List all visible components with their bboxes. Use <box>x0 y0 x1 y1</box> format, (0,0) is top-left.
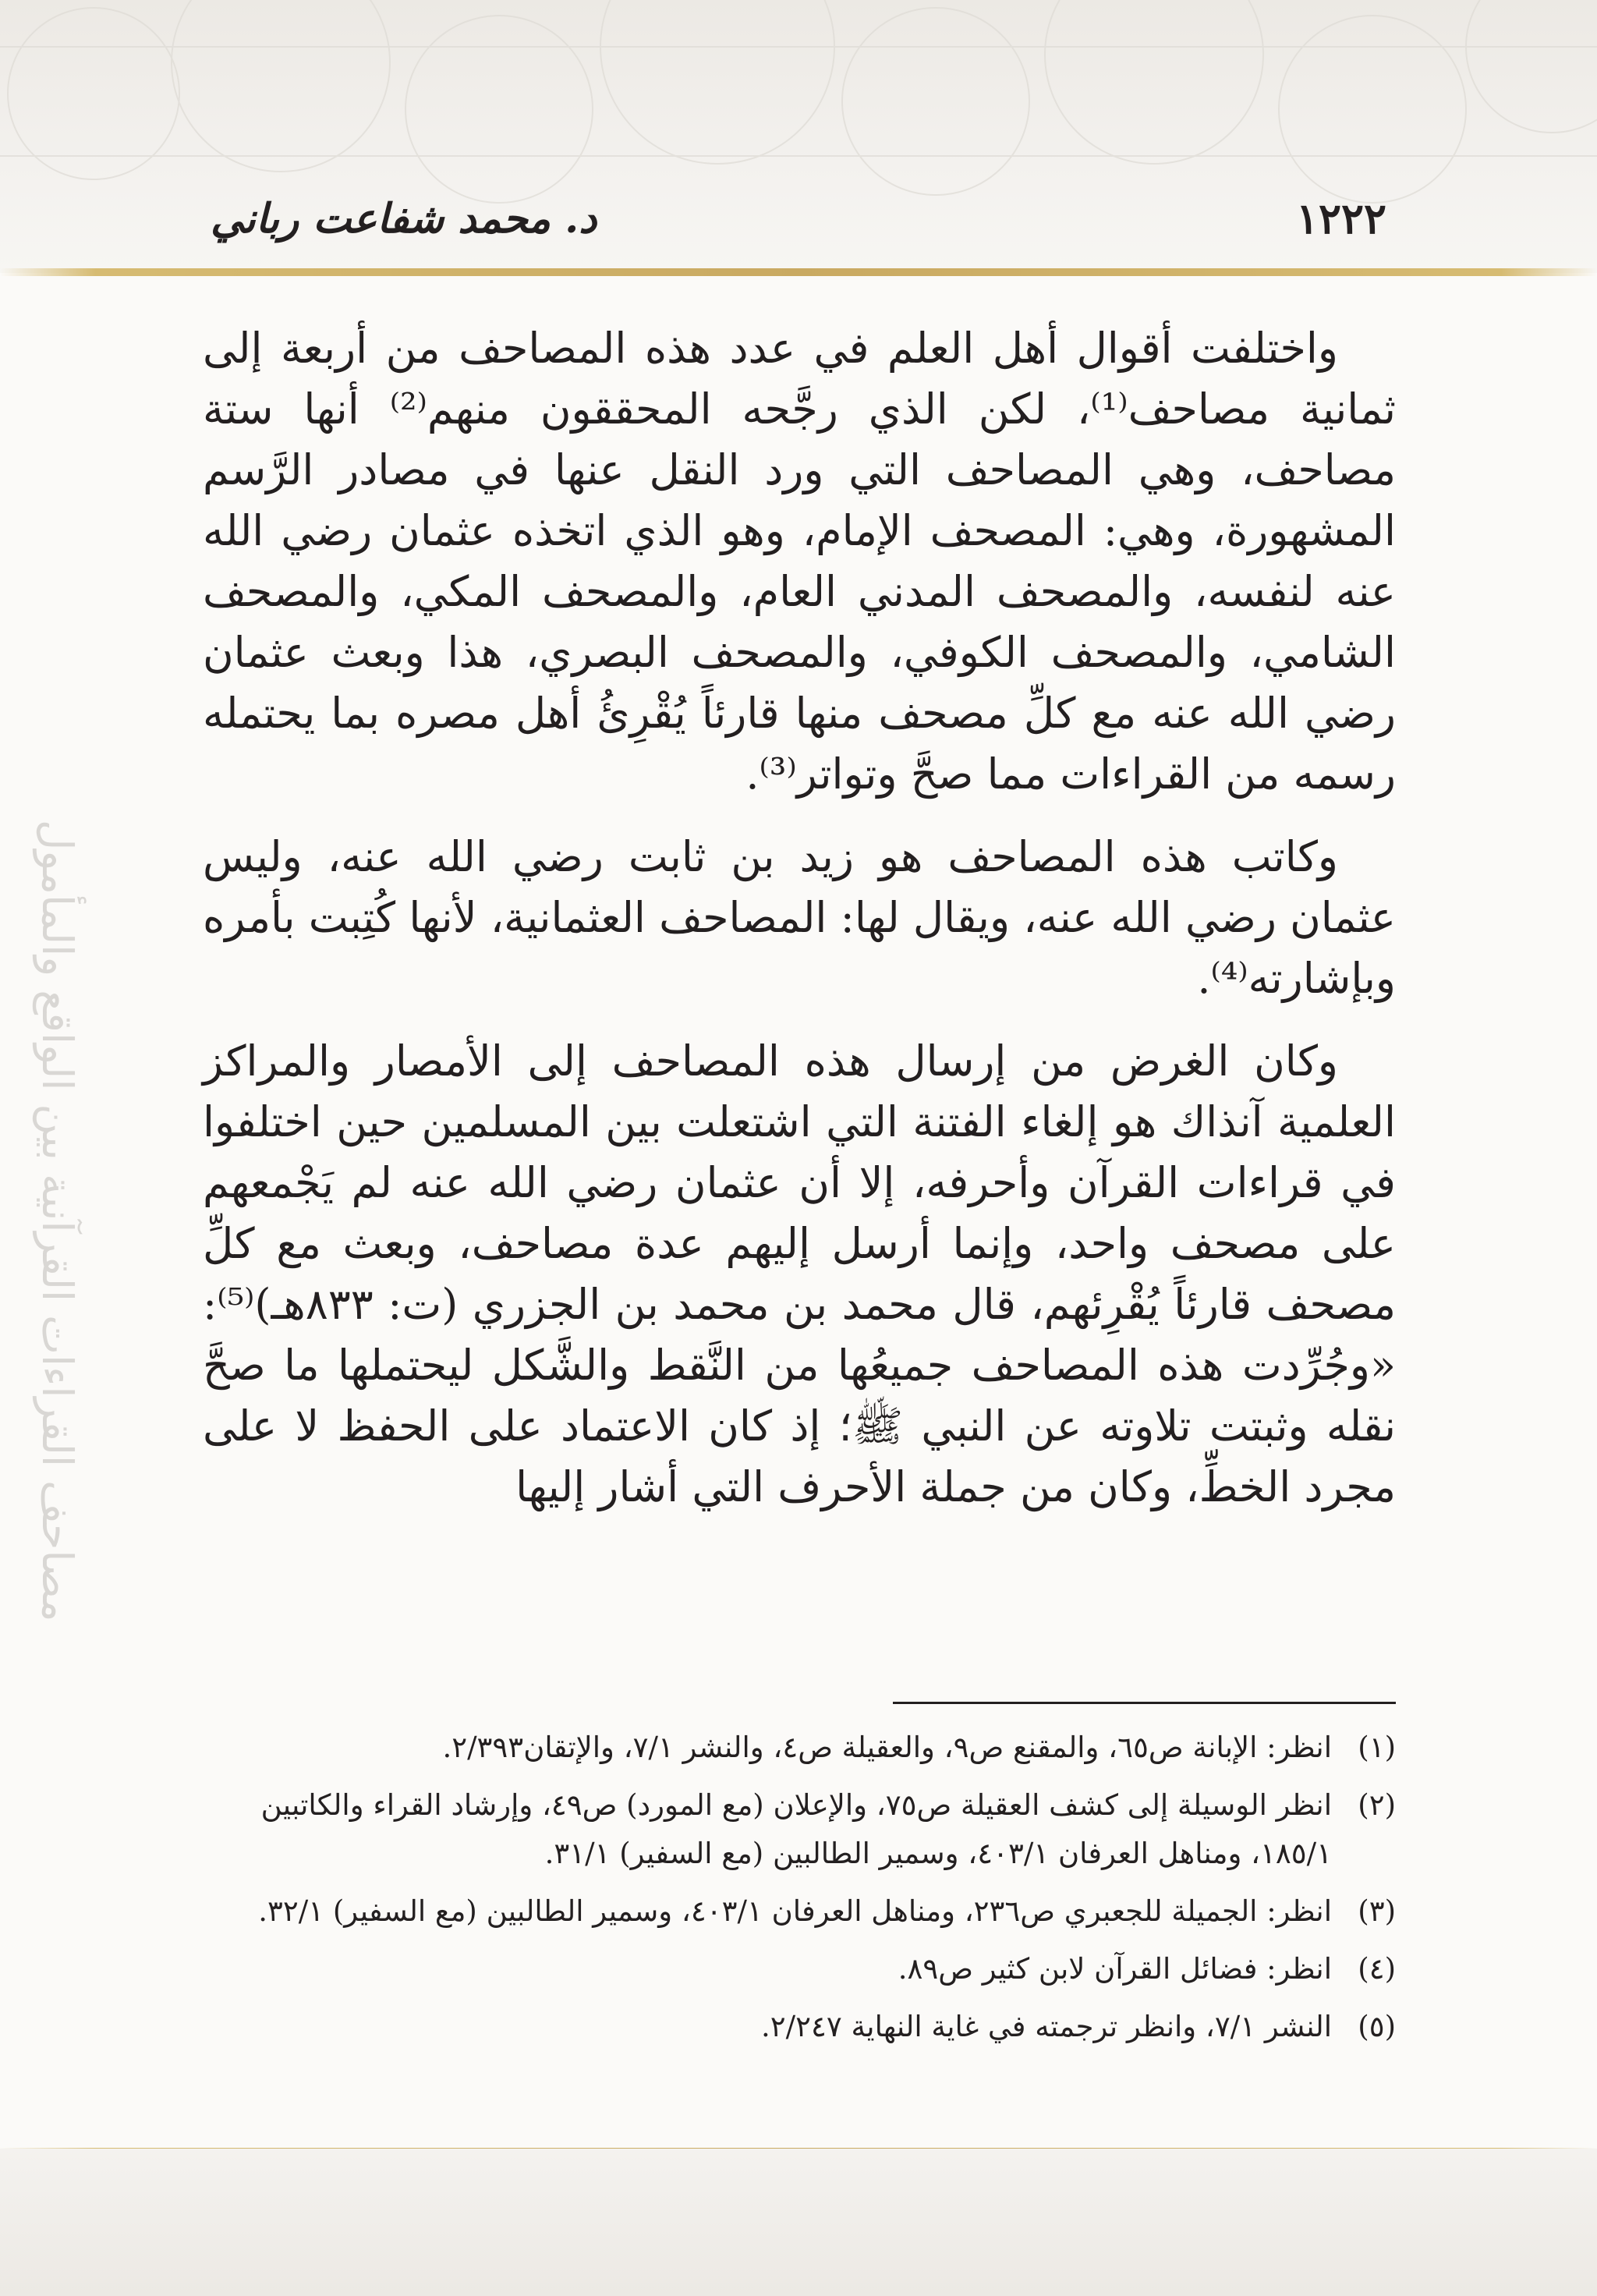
side-watermark-title: مصاحف القراءات القرآنية بين الواقع والمأمول <box>33 820 82 1622</box>
page-number: ١٢٢٢ <box>1295 193 1386 243</box>
footnote-number: (١) <box>1358 1731 1396 1764</box>
footnote-item <box>203 1887 1396 1936</box>
paragraph: وكاتب هذه المصاحف هو زيد بن ثابت رضي الله عنه، وليس عثمان رضي الله عنه، ويقال لها: المصاحف العثمانية، لأنها كُتِبت بأمره وبإشارته⁽⁴⁾. <box>203 832 1396 1003</box>
footnote-separator <box>893 1702 1396 1704</box>
paragraph: واختلفت أقوال أهل العلم في عدد هذه المصاحف من أربعة إلى ثمانية مصاحف⁽¹⁾، لكن الذي رجَّحه المحققون منهم⁽²⁾ أنها ستة مصاحف، وهي المصاحف التي ورد النقل عنها في مصادر الرَّسم المشهورة، وهي: المصحف الإمام، وهو الذي اتخذه عثمان رضي الله عنه لنفسه، والمصحف المدني العام، والمصحف المكي، والمصحف الشامي، والمصحف الكوفي، والمصحف البصري، هذا وبعث عثمان رضي الله عنه مع كلِّ مصحف منها قارئاً يُقْرِئُ أهل مصره بما يحتمله رسمه من القراءات مما صحَّ وتواتر⁽³⁾. <box>203 324 1397 799</box>
footnote-number: (٢) <box>1358 1788 1396 1822</box>
footnote-item <box>203 1781 1396 1878</box>
footnote-text: انظر: الجميلة للجعبري ص٢٣٦، ومناهل العرفان ٤٠٣/١، وسمير الطالبين (مع السفير) ٣٢/١. <box>258 1894 1332 1928</box>
footnote-number: (٥) <box>1358 2010 1396 2043</box>
footnote-number: (٣) <box>1358 1894 1396 1928</box>
footnote-text: انظر: فضائل القرآن لابن كثير ص٨٩. <box>898 1952 1332 1986</box>
footnote-text: النشر ٧/١، وانظر ترجمته في غاية النهاية ٢/٢٤٧. <box>760 2010 1332 2043</box>
paragraph: وكان الغرض من إرسال هذه المصاحف إلى الأمصار والمراكز العلمية آنذاك هو إلغاء الفتنة التي اشتعلت بين المسلمين حين اختلفوا في قراءات القرآن وأحرفه، إلا أن عثمان رضي الله عنه لم يَجْمعهم على مصحف واحد، وإنما أرسل إليهم عدة مصاحف، وبعث مع كلِّ مصحف قارئاً يُقْرِئهم، قال محمد بن محمد بن الجزري (ت: ٨٣٣هـ)⁽⁵⁾: «وجُرِّدت هذه المصاحف جميعُها من النَّقط والشَّكل ليحتملها ما صحَّ نقله وثبتت تلاوته عن النبي ﷺ؛ إذ كان الاعتماد على الحفظ لا على مجرد الخطِّ، وكان من جملة الأحرف التي أشار إليها <box>203 1036 1396 1511</box>
footer-band <box>0 2149 1597 2296</box>
footnote-item <box>203 1945 1396 1993</box>
footnote-item <box>203 2003 1396 2051</box>
main-text <box>203 318 1396 1540</box>
footnotes <box>203 1724 1396 2060</box>
footnote-text: انظر: الإبانة ص٦٥، والمقنع ص٩، والعقيلة ص٤، والنشر ٧/١، والإتقان٢/٣٩٣. <box>442 1731 1332 1764</box>
footnote-item <box>203 1724 1396 1772</box>
header-gold-rule <box>0 268 1597 276</box>
running-header-author: د. محمد شفاعت رباني <box>211 195 597 243</box>
footnote-number: (٤) <box>1358 1952 1396 1986</box>
footnote-text: انظر الوسيلة إلى كشف العقيلة ص٧٥، والإعلان (مع المورد) ص٤٩، وإرشاد القراء والكاتبين ١٨٥/١، ومناهل العرفان ٤٠٣/١، وسمير الطالبين (مع السفير) ٣١/١. <box>260 1788 1332 1870</box>
